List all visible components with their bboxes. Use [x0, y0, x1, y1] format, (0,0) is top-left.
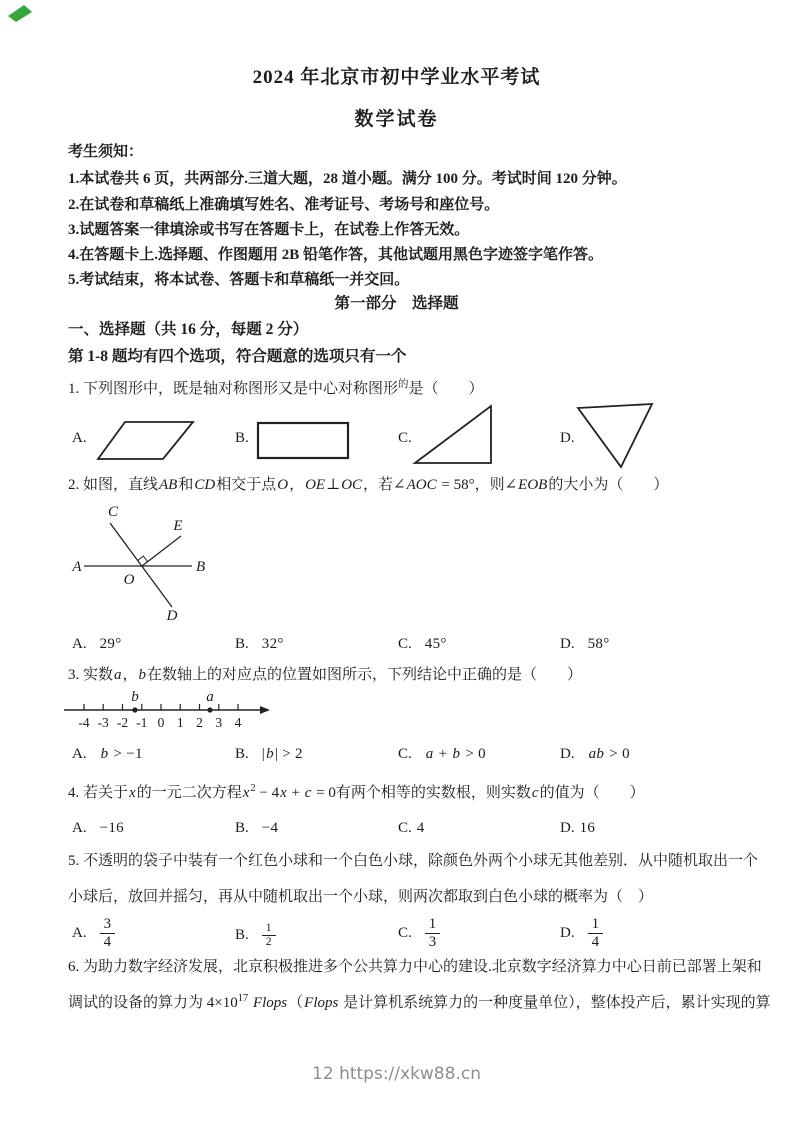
question-6-line2: 调试的设备的算力为 $4\times 10^{17}$ Flops（Flops 是计算机系统算力的一种度量单位），整体投产后，累计实现的算	[68, 993, 771, 1011]
q3-option-b: B. |b| > 2	[235, 746, 303, 762]
question-2-text: 2. 如图，直线AB和CD相交于点O，OE⊥OC，若∠AOC = 58°，则∠EOB的大小为（ ）	[68, 477, 669, 493]
question-6-line1: 6. 为助力数字经济发展，北京积极推进多个公共算力中心的建设.北京数字经济算力中心日前已部署上架和	[68, 959, 762, 975]
parallelogram-shape	[90, 412, 202, 464]
q4-option-c: C. 4	[398, 820, 425, 836]
q2-label-e: E	[173, 518, 183, 534]
q2-option-a: A. 29°	[72, 636, 122, 652]
tick-label: 2	[196, 715, 203, 730]
tick-label: 0	[157, 715, 165, 730]
tick-label: 4	[234, 715, 242, 730]
green-corner-mark	[7, 4, 35, 24]
q5-option-d: D. $\frac{1}{4}$	[560, 916, 603, 952]
question-5-line1: 5. 不透明的袋子中装有一个红色小球和一个白色小球，除颜色外两个小球无其他差别．从中随机取出一个	[68, 853, 759, 869]
notice-item-2: 2.在试卷和草稿纸上准确填写姓名、准考证号、考场号和座位号。	[68, 197, 500, 213]
q2-label-b: B	[196, 559, 206, 575]
rectangle-shape	[254, 416, 354, 464]
fraction: $\frac{1}{4}$	[588, 916, 604, 952]
q1-option-c-label: C.	[398, 430, 412, 446]
q5-option-a: A. $\frac{3}{4}$	[72, 916, 115, 952]
q2-label-c: C	[107, 504, 119, 520]
part-heading: 第一部分 选择题	[334, 295, 459, 312]
q1-option-a-label: A.	[72, 430, 87, 446]
tick-label: 3	[215, 715, 223, 730]
tick-label: -2	[116, 715, 129, 730]
q2-label-a: A	[72, 559, 82, 575]
q2-option-d: D. 58°	[560, 636, 610, 652]
tick-label: -3	[97, 715, 109, 730]
notice-item-4: 4.在答题卡上.选择题、作图题用 2B 铅笔作答，其他试题用黑色字迹签字笔作答。	[68, 247, 604, 263]
right-triangle-shape	[406, 400, 498, 470]
point-a-dot	[207, 707, 212, 712]
point-b-dot	[132, 707, 137, 712]
notice-item-1: 1.本试卷共 6 页，共两部分.三道大题，28 道小题。满分 100 分。考试时间 120 分钟。	[68, 171, 627, 187]
footer-watermark: 12 https://xkw88.cn	[312, 1064, 481, 1084]
point-b-label: b	[131, 689, 139, 705]
group-heading: 一、选择题（共 16 分，每题 2 分）	[68, 321, 309, 338]
q4-option-d: D. 16	[560, 820, 596, 836]
q3-number-line-figure	[58, 689, 293, 744]
fraction: $\frac{1}{3}$	[425, 916, 441, 952]
tick-label: -4	[78, 715, 90, 730]
tick-label: 1	[176, 715, 184, 730]
fraction: $\frac{1}{2}$	[262, 922, 276, 949]
q2-option-b: B. 32°	[235, 636, 284, 652]
notice-item-3: 3.试题答案一律填涂或书写在答题卡上，在试卷上作答无效。	[68, 222, 470, 238]
q2-intersecting-lines-figure	[58, 500, 248, 630]
q2-option-c: C. 45°	[398, 636, 447, 652]
question-1-text: 1. 下列图形中，既是轴对称图形又是中心对称图形$^的$是（ ）	[68, 379, 484, 397]
notice-heading: 考生须知：	[68, 144, 144, 160]
question-5-line2: 小球后，放回并摇匀，再从中随机取出一个小球，则两次都取到白色小球的概率为（ ）	[68, 889, 654, 905]
q5-option-c: C. $\frac{1}{3}$	[398, 916, 440, 952]
fraction: $\frac{3}{4}$	[100, 916, 116, 952]
question-4-text: 4. 若关于x的一元二次方程$x^2 - 4x + c = 0$有两个相等的实数根，则实数c的值为（ ）	[68, 783, 645, 801]
q1-option-d-label: D.	[560, 430, 575, 446]
tick-label: -1	[136, 715, 148, 730]
inverted-triangle-shape	[570, 398, 658, 474]
point-a-label: a	[206, 689, 214, 705]
group-note: 第 1-8 题均有四个选项，符合题意的选项只有一个	[68, 348, 407, 365]
page-title: 2024 年北京市初中学业水平考试	[252, 67, 541, 88]
question-3-text: 3. 实数a，b在数轴上的对应点的位置如图所示，下列结论中正确的是（ ）	[68, 667, 583, 683]
q1-option-b-label: B.	[235, 430, 249, 446]
page-subtitle: 数学试卷	[354, 109, 439, 130]
q2-label-o: O	[123, 572, 135, 588]
q2-label-d: D	[166, 608, 178, 624]
q3-option-c: C. a + b > 0	[398, 746, 486, 762]
q5-option-b: B. $\frac{1}{2}$	[235, 922, 276, 949]
q4-option-a: A. −16	[72, 820, 124, 836]
q4-option-b: B. −4	[235, 820, 279, 836]
q3-option-d: D. ab > 0	[560, 746, 630, 762]
q3-option-a: A. b > −1	[72, 746, 143, 762]
notice-item-5: 5.考试结束，将本试卷、答题卡和草稿纸一并交回。	[68, 272, 410, 288]
